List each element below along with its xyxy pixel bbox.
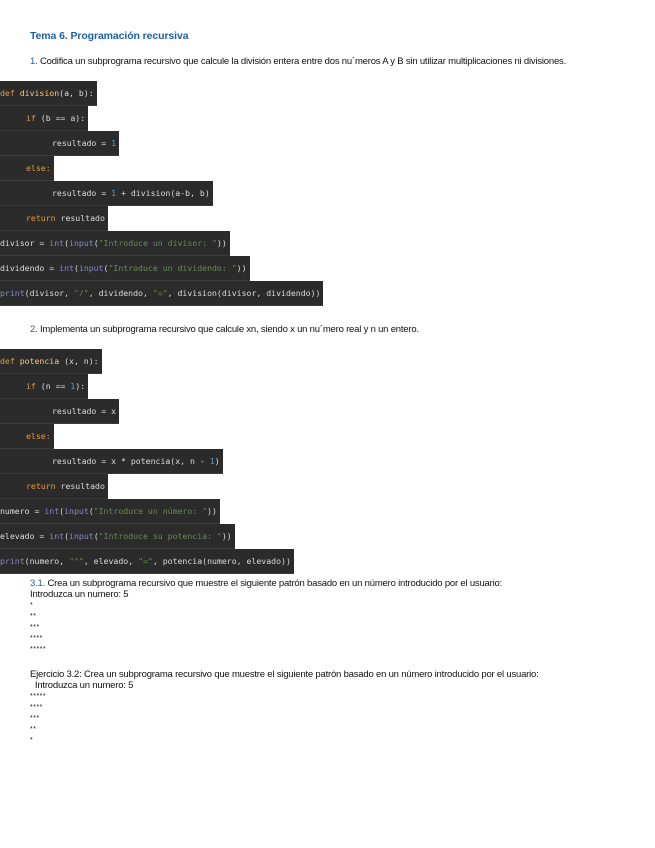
code-line: def potencia (x, n): [0,349,102,374]
exercise-3-2-statement: Ejercicio 3.2: Crea un subprograma recursivo que muestre el siguiente patrón basado en un número introducido por el usuario: [30,669,539,680]
exercise-3-1-number: 3.1. [30,578,46,589]
code-line: dividendo = int(input("Introduce un dividendo: ")) [0,256,250,281]
code-block-division [0,81,630,306]
code-line: if (n == 1): [0,374,88,399]
exercise-3-1 [30,578,630,655]
exercise-2-number: 2. [30,324,38,335]
exercise-3-1-statement: 3.1. Crea un subprograma recursivo que muestre el siguiente patrón basado en un número introducido por el usuario: [30,578,503,589]
code-line: numero = int(input("Introduce un número: ")) [0,499,220,524]
exercise-2-text: Implementa un subprograma recursivo que calcule xn, siendo x un nu´mero real y n un entero. [37,324,419,335]
pattern-row: **** [30,635,43,642]
code-line: resultado = x * potencia(x, n - 1) [0,449,223,474]
exercise-3-2-prompt: Introduzca un numero: 5 [30,680,134,691]
code-line: divisor = int(input("Introduce un divisor: ")) [0,231,230,256]
page-title: Tema 6. Programación recursiva [30,30,189,42]
code-line: return resultado [0,474,108,499]
pattern-row: ***** [30,646,47,653]
pattern-row: ** [30,613,37,620]
code-line: if (b == a): [0,106,88,131]
document-page [0,30,630,746]
code-line: else: [0,424,54,449]
code-block-potencia [0,349,630,574]
exercise-1-number: 1. [30,56,38,67]
exercise-1-text: Codifica un subprograma recursivo que calcule la división entera entre dos nu´meros A y B sin utilizar multiplicaciones ni divisiones. [37,56,567,67]
pattern-row: ** [30,726,37,733]
code-line: return resultado [0,206,108,231]
exercise-3-1-prompt: Introduzca un numero: 5 [30,589,129,600]
pattern-row: **** [30,704,43,711]
code-line: elevado = int(input("Introduce su potencia: ")) [0,524,235,549]
pattern-row: *** [30,715,40,722]
pattern-row: * [30,602,34,609]
pattern-row: *** [30,624,40,631]
code-line: print(divisor, "/", dividendo, "=", division(divisor, dividendo)) [0,281,323,306]
code-line: resultado = x [0,399,119,424]
code-line: resultado = 1 + division(a-b, b) [0,181,213,206]
code-line: print(numero, "^", elevado, "=", potencia(numero, elevado)) [0,549,294,574]
exercise-3-2 [30,669,630,746]
pattern-row: ***** [30,693,47,700]
pattern-row: * [30,737,34,744]
exercise-2-statement [30,324,630,335]
code-line: else: [0,156,54,181]
exercise-1-statement [30,56,630,67]
code-line: def division(a, b): [0,81,97,106]
code-line: resultado = 1 [0,131,119,156]
